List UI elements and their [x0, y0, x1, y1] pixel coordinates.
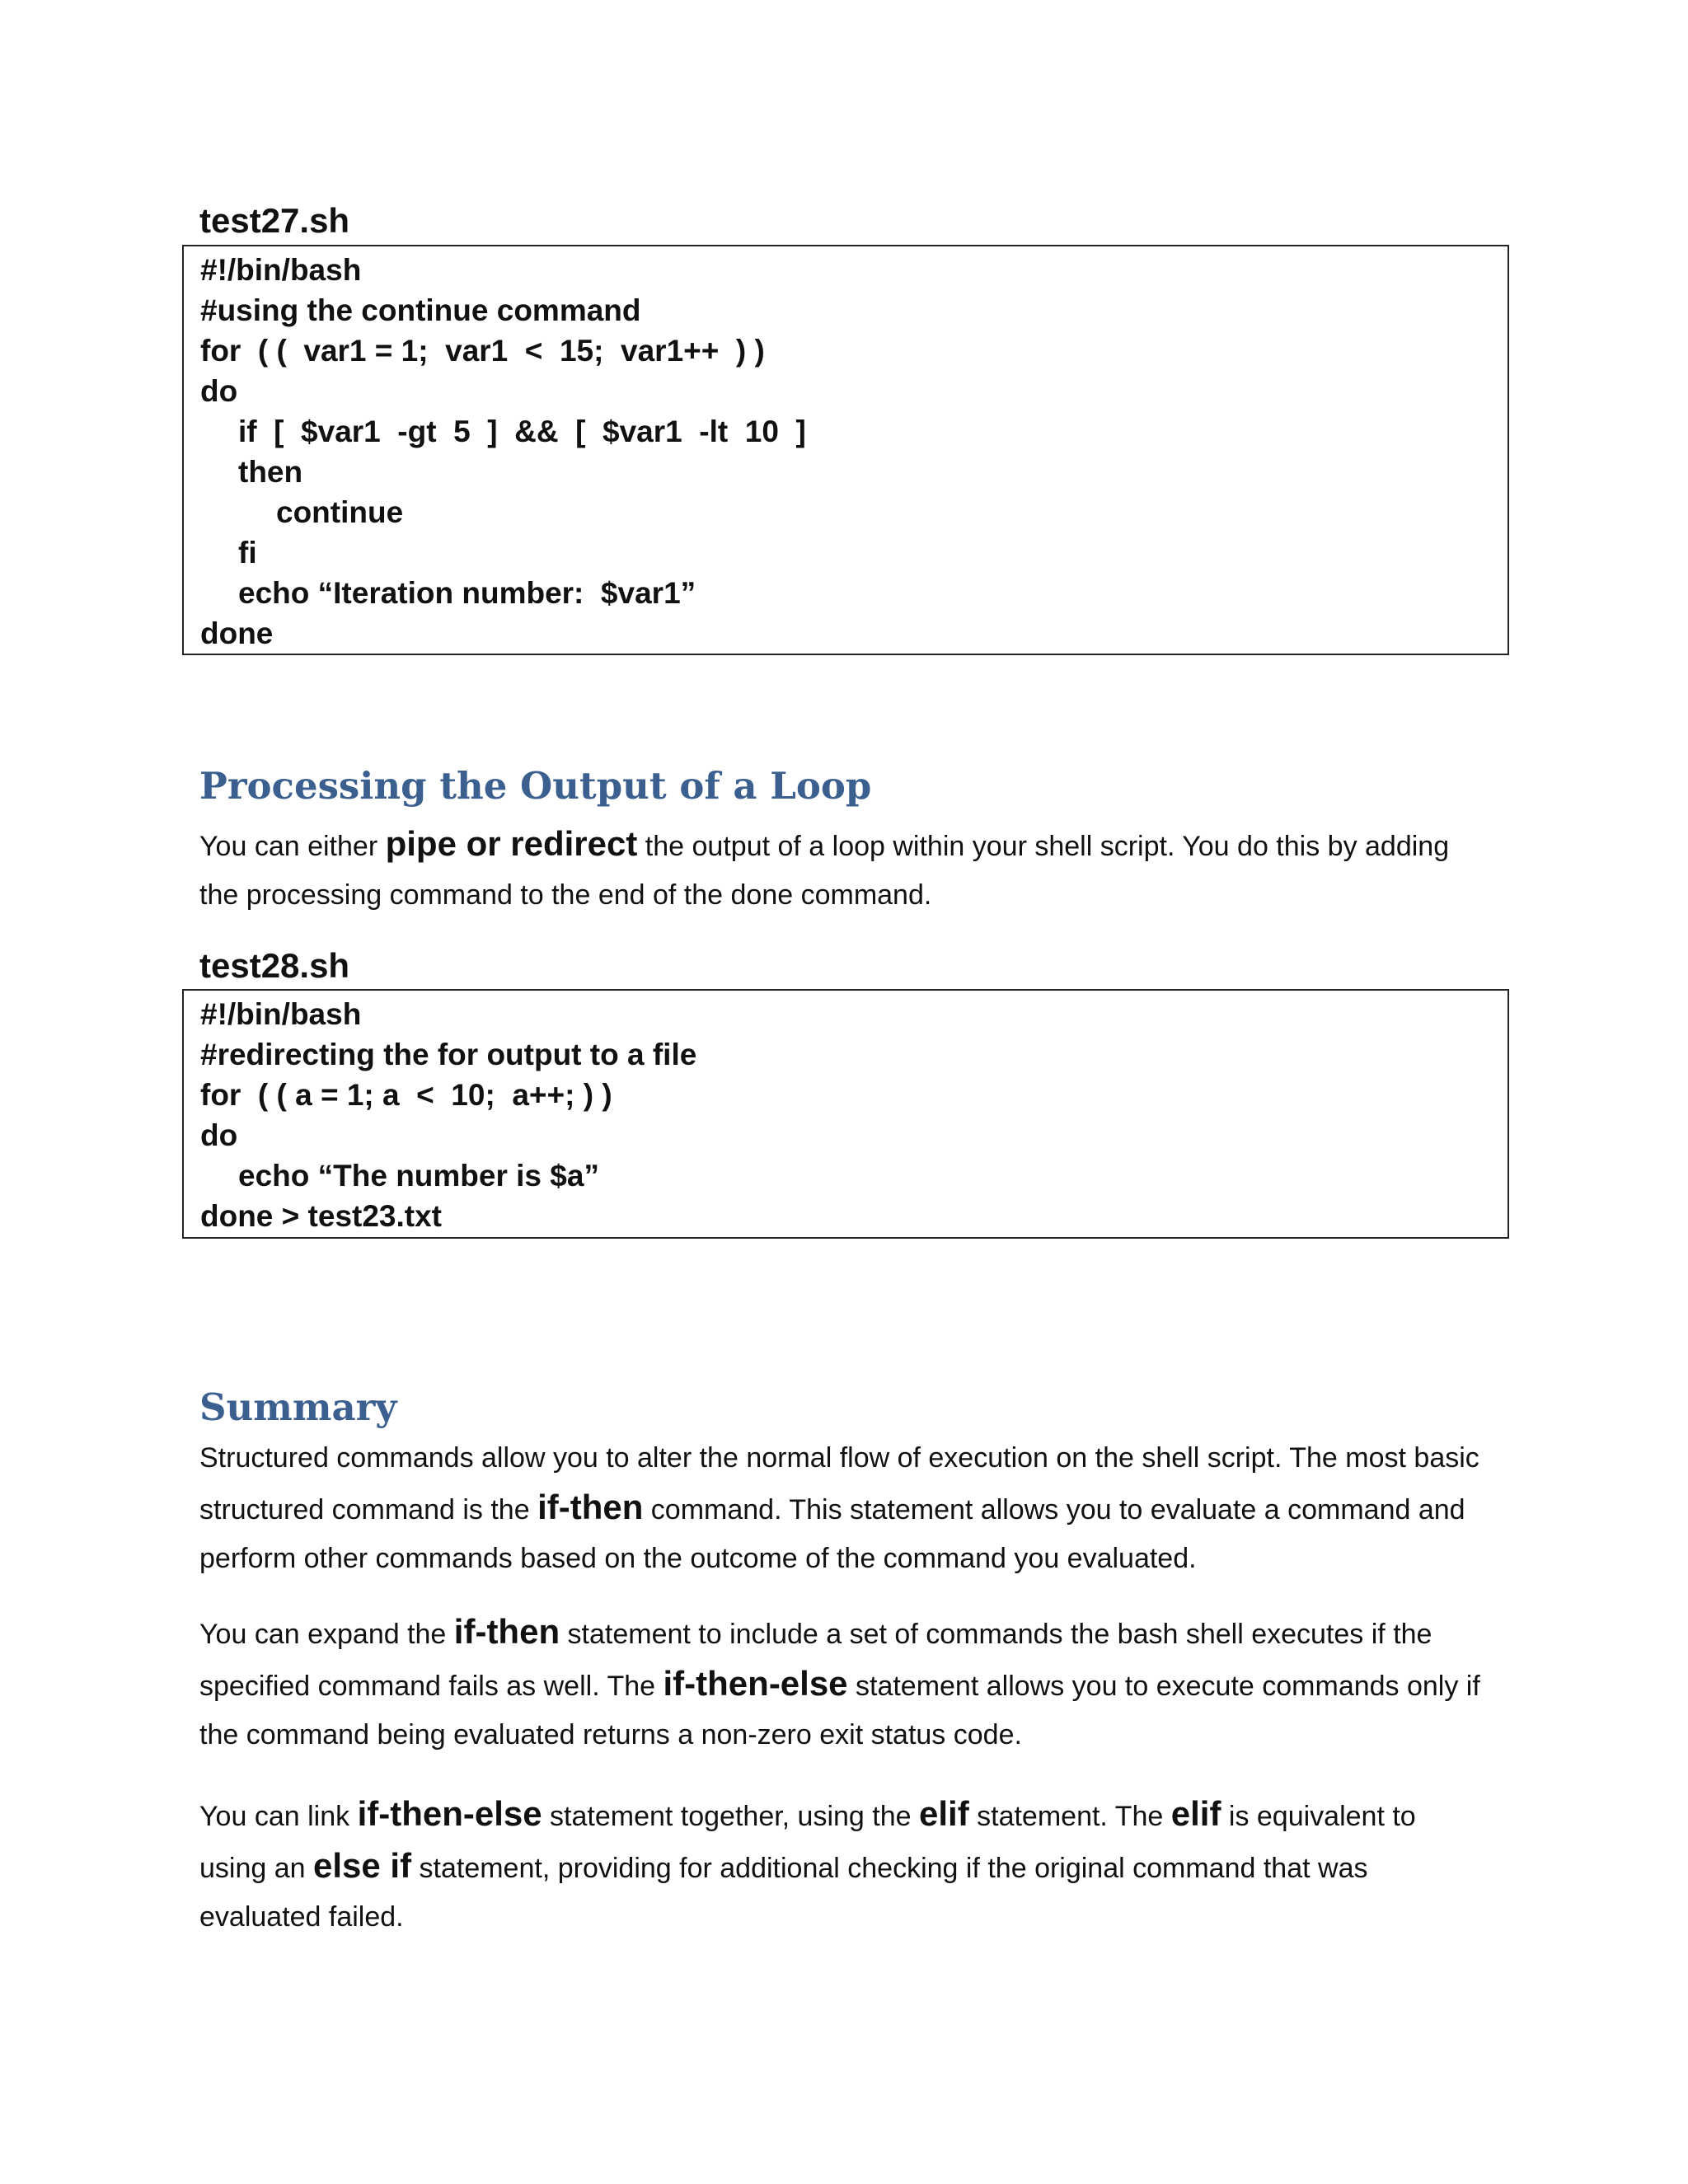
code-line: echo “The number is $a” [238, 1159, 599, 1193]
text-run: using an [199, 1853, 313, 1884]
paragraph-line: Structured commands allow you to alter the normal flow of execution on the shell script. The most basic [199, 1442, 1479, 1474]
processing-paragraph [199, 819, 1518, 920]
code-line: #redirecting the for output to a file [200, 1038, 697, 1071]
code-line: done > test23.txt [200, 1199, 443, 1233]
code-line: do [200, 1118, 238, 1152]
text-run: You can link [199, 1801, 358, 1832]
text-run: structured command is the [199, 1494, 538, 1526]
text-run: specified command fails as well. The [199, 1671, 663, 1702]
emphasis-text: if-then [453, 1612, 560, 1651]
text-run: statement allows you to execute commands only if [847, 1671, 1480, 1702]
paragraph-line [199, 1659, 1518, 1711]
emphasis-text: elif [919, 1794, 969, 1833]
text-run: the output of a loop within your shell script. You do this by adding [637, 831, 1450, 862]
summary-heading: Summary [199, 1385, 397, 1429]
text-run: You can either [199, 831, 386, 862]
summary-paragraph-1 [199, 1434, 1518, 1583]
emphasis-text: pipe or redirect [385, 824, 638, 863]
paragraph-line: evaluated failed. [199, 1901, 404, 1933]
code-line: done [200, 616, 274, 650]
code-line: #!/bin/bash [200, 253, 362, 287]
text-run: statement to include a set of commands the bash shell executes if the [560, 1619, 1432, 1650]
text-run: You can expand the [199, 1619, 454, 1650]
code-line: do [200, 374, 238, 408]
text-run: statement, providing for additional checking if the original command that was [411, 1853, 1368, 1884]
text-run: statement together, using the [542, 1801, 919, 1832]
text-run: is equivalent to [1221, 1801, 1416, 1832]
code-line: for ( ( a = 1; a < 10; a++; ) ) [200, 1078, 612, 1112]
test28-title: test28.sh [199, 946, 350, 985]
paragraph-line: the command being evaluated returns a non-zero exit status code. [199, 1719, 1022, 1750]
text-run: statement. The [968, 1801, 1171, 1832]
emphasis-text: elif [1170, 1794, 1221, 1833]
code-line: for ( ( var1 = 1; var1 < 15; var1++ ) ) [200, 334, 765, 368]
code-line: echo “Iteration number: $var1” [238, 576, 696, 610]
text-run: command. This statement allows you to evaluate a command and [643, 1494, 1465, 1526]
code-line: fi [238, 536, 257, 569]
summary-paragraph-3 [199, 1789, 1518, 1942]
emphasis-text: if-then-else [357, 1794, 542, 1833]
summary-paragraph-2 [199, 1607, 1518, 1760]
code-line: then [238, 455, 303, 489]
code-line: #!/bin/bash [200, 997, 362, 1031]
emphasis-text: if-then [537, 1488, 644, 1526]
test27-title: test27.sh [199, 201, 350, 240]
paragraph-line: the processing command to the end of the done command. [199, 879, 932, 911]
test27-code-box [182, 245, 1509, 655]
processing-heading: Processing the Output of a Loop [199, 764, 872, 808]
code-line: continue [276, 495, 404, 529]
paragraph-line [199, 1841, 1518, 1893]
code-line: #using the continue command [200, 293, 641, 327]
code-line: if [ $var1 -gt 5 ] && [ $var1 -lt 10 ] [238, 415, 806, 448]
paragraph-line [199, 819, 1518, 871]
emphasis-text: if-then-else [663, 1664, 848, 1703]
paragraph-line [199, 1607, 1518, 1659]
paragraph-line [199, 1483, 1518, 1535]
paragraph-line: perform other commands based on the outcome of the command you evaluated. [199, 1543, 1197, 1574]
paragraph-line [199, 1789, 1518, 1841]
test28-code-box [182, 989, 1509, 1239]
emphasis-text: else if [313, 1846, 412, 1885]
